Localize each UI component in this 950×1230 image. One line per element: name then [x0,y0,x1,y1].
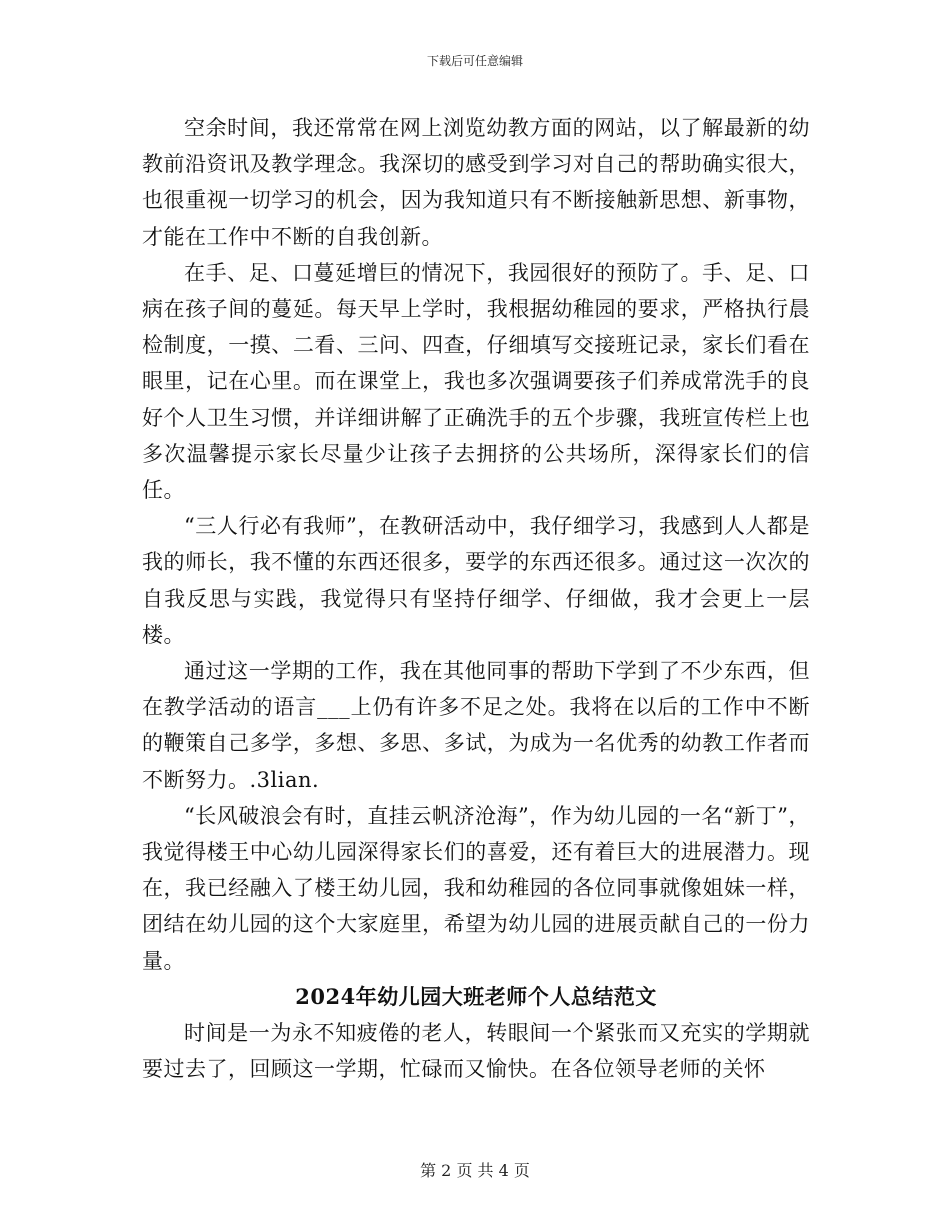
section-title: 2024年幼儿园大班老师个人总结范文 [295,983,657,1009]
paragraph: 时间是一为永不知疲倦的老人，转眼间一个紧张而又充实的学期就要过去了，回顾这一学期，忙碌而又愉快。在各位领导老师的关怀 [142,1021,810,1082]
page-number: 第 2 页 共 4 页 [420,1161,530,1180]
document-body [142,110,810,1087]
paragraph: 通过这一学期的工作，我在其他同事的帮助下学到了不少东西，但在教学活动的语言___上仍有许多不足之处。我将在以后的工作中不断的鞭策自己多学，多想、多思、多试，为成为一名优秀的幼教工作者而不断努力。.3lian. [142,659,810,792]
paragraph: 在手、足、口蔓延增巨的情况下，我园很好的预防了。手、足、口病在孩子间的蔓延。每天早上学时，我根据幼稚园的要求，严格执行晨检制度，一摸、二看、三问、四查，仔细填写交接班记录，家长们看在眼里，记在心里。而在课堂上，我也多次强调要孩子们养成常洗手的良好个人卫生习惯，并详细讲解了正确洗手的五个步骤，我班宣传栏上也多次温馨提示家长尽量少让孩子去拥挤的公共场所，深得家长们的信任。 [142,260,810,503]
page-header: 下载后可任意编辑 [426,54,523,68]
paragraph: 空余时间，我还常常在网上浏览幼教方面的网站，以了解最新的幼教前沿资讯及教学理念。我深切的感受到学习对自己的帮助确实很大，也很重视一切学习的机会，因为我知道只有不断接触新思想、新事物，才能在工作中不断的自我创新。 [142,116,810,249]
paragraph: “长风破浪会有时，直挂云帆济沧海”，作为幼儿园的一名“新丁”，我觉得楼王中心幼儿园深得家长们的喜爱，还有着巨大的进展潜力。现在，我已经融入了楼王幼儿园，我和幼稚园的各位同事就像姐妹一样，团结在幼儿园的这个大家庭里，希望为幼儿园的进展贡献自己的一份力量。 [142,803,810,973]
paragraph: “三人行必有我师”，在教研活动中，我仔细学习，我感到人人都是我的师长，我不懂的东西还很多，要学的东西还很多。通过这一次次的自我反思与实践，我觉得只有坚持仔细学、仔细做，我才会更上一层楼。 [142,514,810,647]
